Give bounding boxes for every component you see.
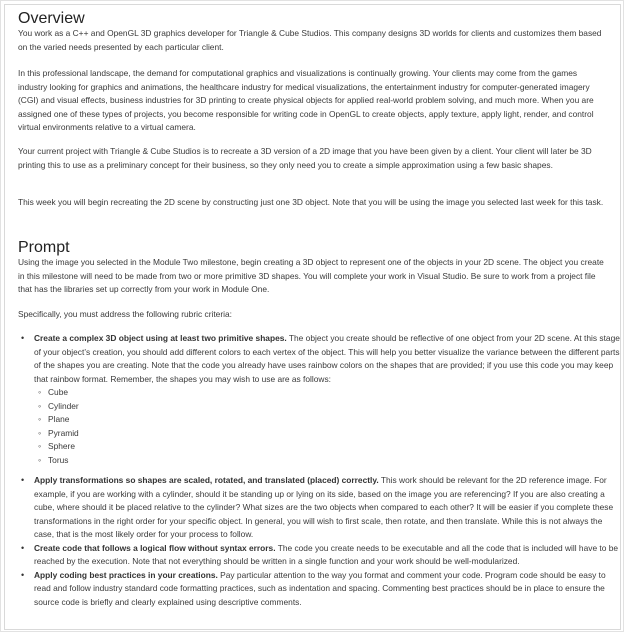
overview-heading: Overview <box>18 10 85 27</box>
overview-paragraph-1: You work as a C++ and OpenGL 3D graphics developer for Triangle & Cube Studios. This company designs 3D worlds for clients and customizes them based on the varied needs presented by each particular client. <box>18 28 602 52</box>
prompt-paragraph-2: Specifically, you must address the following rubric criteria: <box>18 309 232 319</box>
overview-paragraph-4: This week you will begin recreating the 2D scene by constructing just one 3D object. Note that you will be using the image you selected last week for this task. <box>18 197 604 207</box>
prompt-paragraph-1: Using the image you selected in the Module Two milestone, begin creating a 3D object to represent one of the objects in your 2D scene. The object you create in this milestone will need to be made from two or more primitive 3D shapes. You will complete your work in Visual Studio. Be sure to work from a project file that has the libraries set up correctly from your work in Module One. <box>18 257 604 294</box>
shape-list <box>34 386 620 467</box>
prompt-heading: Prompt <box>18 239 70 256</box>
list-item: ◦ Sphere <box>48 440 620 454</box>
criterion-title: Create a complex 3D object using at least two primitive shapes. <box>34 333 287 343</box>
list-item: ◦ Torus <box>48 454 620 468</box>
criterion-text: The object you create should be reflective of one object from your 2D scene. At this stage of your object’s creation, you should add different colors to each vertex of the object. This will help you better visualize the variance between the different parts of the shapes you are creating. Note that the code you already have uses rainbow colors on the shapes that are provided; if you use this code you may keep that rainbow format. Remember, the shapes you may wish to use are as follows: <box>34 333 620 384</box>
criterion-title: Apply coding best practices in your creations. <box>34 569 218 580</box>
list-item <box>34 474 620 542</box>
list-item: ◦ Plane <box>48 413 620 427</box>
criterion-text: The code you create needs to be executable and all the code that is included will have to be reached by the execution. Note that not everything should be written in a single function and your work should be well-modularized. <box>34 542 619 566</box>
criterion-text: This work should be relevant for the 2D reference image. For example, if you are working with a cylinder, should it be standing up or lying on its side, based on the image you are referencing? If you are also creating a cube, where should it be placed relative to the cylinder? What sizes are the two objects when compared to each other? It will be easier if you complete these transformations in the right order for your specific object. In general, you will wish to first scale, then rotate, and then translate. While this is not always the case, that is the most likely order for your process to follow. <box>34 475 614 539</box>
criterion-title: Apply transformations so shapes are scaled, rotated, and translated (placed) correctly. <box>34 475 379 485</box>
list-item <box>34 569 620 610</box>
rubric-criteria-list <box>18 332 620 609</box>
list-item: ◦ Pyramid <box>48 427 620 441</box>
overview-paragraph-2: In this professional landscape, the demand for computational graphics and visualizations is continually growing. Your clients may come from the games industry looking for graphics and animations, the healthcare industry for medical visualizations, the entertainment industry for computer-generated imagery (CGI) and visual effects, business industries for 3D printing to create physical objects for applied real-world problem solving, and much more. When you are assigned one of these types of projects, you become responsible for writing code in OpenGL to create objects, apply texture, apply light, render, and control virtual environments relative to a virtual camera. <box>18 68 594 132</box>
list-item: ◦ Cylinder <box>48 400 620 414</box>
document-page <box>1 1 624 633</box>
criterion-text: Pay particular attention to the way you format and comment your code. Program code should be easy to read and follow industry standard code formatting practices, such as indentation and spacing. Commenting best practices should be in place to ensure the source code is briefly and clearly explained using descriptive comments. <box>34 569 606 607</box>
overview-paragraph-3: Your current project with Triangle & Cube Studios is to recreate a 3D version of a 2D image that you have been given by a client. Your client will later be 3D printing this to use as a preliminary concept for their business, so they only need you to create a simple approximation using a few basic shapes. <box>18 146 592 170</box>
list-item <box>34 542 620 569</box>
list-item: ◦ Cube <box>48 386 620 400</box>
criterion-title: Create code that follows a logical flow without syntax errors. <box>34 542 276 553</box>
list-item <box>34 332 620 474</box>
